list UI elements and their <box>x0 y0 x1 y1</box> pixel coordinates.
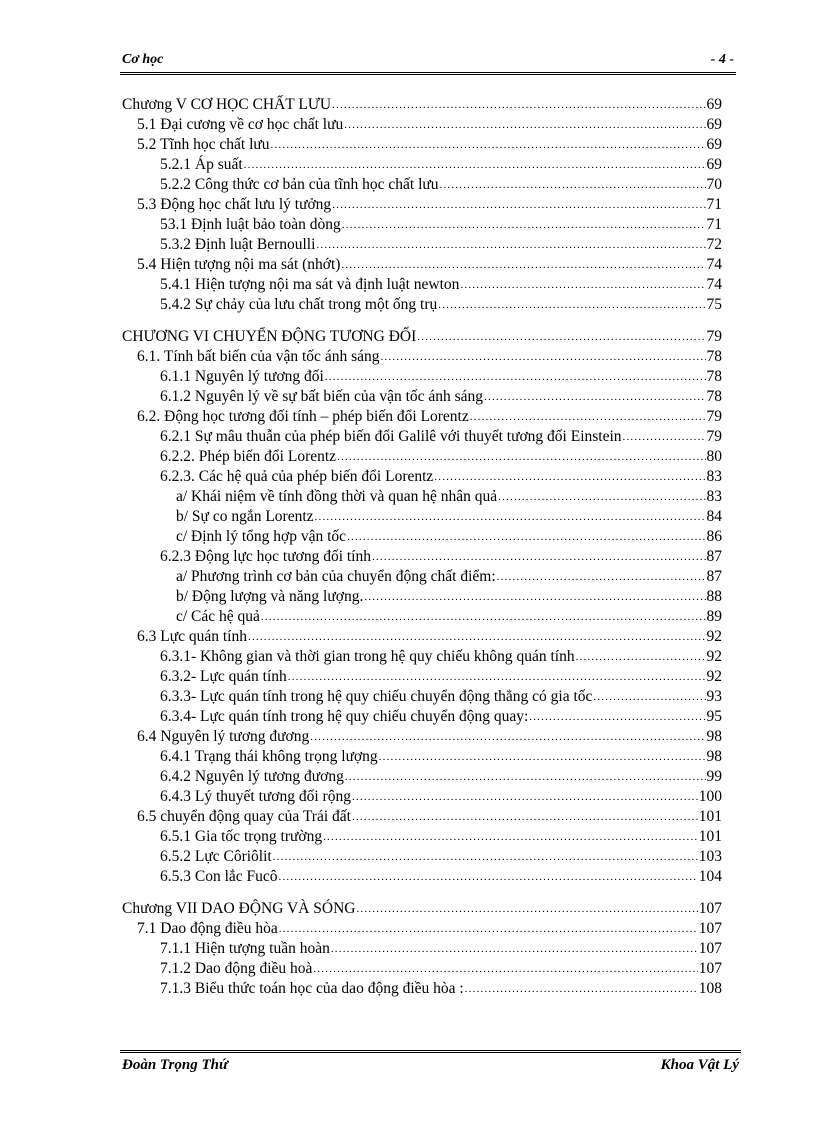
toc-entry-page: 88 <box>706 588 722 605</box>
toc-entry-page: 95 <box>706 708 722 725</box>
toc-entry-title: 6.3.3- Lực quán tính trong hệ quy chiếu chuyển động thẳng có gia tốc <box>160 688 593 705</box>
toc-entry-page: 72 <box>706 236 722 253</box>
toc-leader-dots <box>438 295 705 315</box>
toc-entry[interactable] <box>122 747 722 767</box>
toc-entry-page: 108 <box>698 980 722 997</box>
toc-entry[interactable] <box>122 195 722 215</box>
toc-entry[interactable] <box>122 979 722 999</box>
toc-leader-dots <box>273 847 698 867</box>
toc-entry[interactable] <box>122 807 722 827</box>
toc-entry-title: 5.4.2 Sự chảy của lưu chất trong một ống trụ <box>160 296 438 313</box>
toc-entry-title: c/ Định lý tổng hợp vận tốc <box>176 528 347 545</box>
toc-entry[interactable] <box>122 707 722 727</box>
toc-entry-title: CHƯƠNG VI CHUYỂN ĐỘNG TƯƠNG ĐỐI <box>122 328 417 345</box>
toc-entry[interactable] <box>122 427 722 447</box>
toc-leader-dots <box>379 747 706 767</box>
toc-entry-title: 6.1.1 Nguyên lý tương đối <box>160 368 324 385</box>
toc-entry[interactable] <box>122 899 722 919</box>
toc-entry[interactable] <box>122 367 722 387</box>
toc-entry-page: 84 <box>706 508 722 525</box>
toc-entry[interactable] <box>122 155 722 175</box>
toc-entry-page: 107 <box>698 960 722 977</box>
toc-entry[interactable] <box>122 255 722 275</box>
toc-leader-dots <box>342 215 706 235</box>
toc-entry-title: 6.5.1 Gia tốc trọng trường <box>160 828 323 845</box>
toc-leader-dots <box>497 567 706 587</box>
toc-entry-page: 104 <box>698 868 722 885</box>
toc-entry[interactable] <box>122 919 722 939</box>
toc-leader-dots <box>345 767 706 787</box>
toc-entry[interactable] <box>122 487 722 507</box>
toc-entry-title: c/ Các hệ quả <box>176 608 260 625</box>
toc-entry-title: 6.5.2 Lực Côriôlit <box>160 848 272 865</box>
toc-entry-title: 6.2.3 Động lực học tương đối tính <box>160 548 371 565</box>
toc-leader-dots <box>341 255 705 275</box>
toc-entry-title: 5.4.1 Hiện tượng nội ma sát và định luật newton <box>160 276 460 293</box>
footer-author: Đoàn Trọng Thứ <box>122 1057 228 1073</box>
page-footer <box>120 1050 741 1077</box>
toc-entry-page: 98 <box>706 728 722 745</box>
toc-entry-title: 6.2. Động học tương đối tính – phép biến đổi Lorentz <box>137 408 469 425</box>
toc-entry-page: 103 <box>698 848 722 865</box>
toc-entry-title: 5.1 Đại cương về cơ học chất lưu <box>137 116 344 133</box>
toc-leader-dots <box>356 899 697 919</box>
toc-entry[interactable] <box>122 447 722 467</box>
toc-entry-page: 69 <box>706 156 722 173</box>
toc-entry-title: 6.4 Nguyên lý tương đương <box>137 728 310 745</box>
toc-entry-page: 101 <box>698 828 722 845</box>
toc-entry-title: 5.3 Động học chất lưu lý tưởng <box>137 196 332 213</box>
toc-leader-dots <box>332 95 705 115</box>
toc-entry-page: 80 <box>706 448 722 465</box>
toc-entry[interactable] <box>122 847 722 867</box>
toc-entry-title: 6.4.1 Trạng thái không trọng lượng <box>160 748 378 765</box>
toc-entry-title: 6.2.1 Sự mâu thuẫn của phép biến đổi Galilê với thuyết tương đối Einstein <box>160 428 622 445</box>
toc-leader-dots <box>337 447 705 467</box>
toc-entry[interactable] <box>122 647 722 667</box>
toc-entry-title: Chương VII DAO ĐỘNG VÀ SÓNG <box>122 900 356 917</box>
toc-entry-page: 101 <box>698 808 722 825</box>
toc-entry-page: 107 <box>698 940 722 957</box>
toc-entry[interactable] <box>122 115 722 135</box>
toc-leader-dots <box>244 155 706 175</box>
toc-leader-dots <box>332 195 705 215</box>
toc-entry-page: 78 <box>706 388 722 405</box>
toc-entry-title: 5.2.1 Áp suất <box>160 156 243 173</box>
toc-entry-page: 87 <box>706 548 722 565</box>
toc-entry-page: 69 <box>706 116 722 133</box>
toc-entry[interactable] <box>122 95 722 115</box>
toc-entry-title: 6.1. Tính bất biến của vận tốc ánh sáng <box>137 348 380 365</box>
toc-entry[interactable] <box>122 467 722 487</box>
toc-leader-dots <box>364 587 705 607</box>
toc-entry[interactable] <box>122 567 722 587</box>
toc-entry-page: 98 <box>706 748 722 765</box>
toc-entry-page: 107 <box>698 900 722 917</box>
toc-leader-dots <box>465 979 698 999</box>
toc-leader-dots <box>271 135 706 155</box>
toc-entry-title: 53.1 Định luật bảo toàn dòng <box>160 216 341 233</box>
toc-entry[interactable] <box>122 235 722 255</box>
toc-leader-dots <box>460 275 705 295</box>
toc-entry[interactable] <box>122 787 722 807</box>
toc-entry[interactable] <box>122 727 722 747</box>
toc-entry[interactable] <box>122 387 722 407</box>
toc-entry-page: 71 <box>706 196 722 213</box>
toc-entry-page: 74 <box>706 276 722 293</box>
toc-leader-dots <box>288 667 706 687</box>
toc-leader-dots <box>331 939 698 959</box>
toc-leader-dots <box>279 919 698 939</box>
toc-entry-title: 6.2.2. Phép biến đổi Lorentz <box>160 448 337 465</box>
toc-entry-title: 7.1.1 Hiện tượng tuần hoàn <box>160 940 330 957</box>
toc-entry[interactable] <box>122 295 722 315</box>
toc-entry-page: 92 <box>706 668 722 685</box>
toc-leader-dots <box>484 387 705 407</box>
toc-entry-page: 92 <box>706 628 722 645</box>
toc-entry[interactable] <box>122 135 722 155</box>
toc-entry-page: 93 <box>706 688 722 705</box>
toc-entry[interactable] <box>122 827 722 847</box>
table-of-contents <box>122 95 722 999</box>
toc-leader-dots <box>576 647 706 667</box>
toc-entry-page: 89 <box>706 608 722 625</box>
toc-leader-dots <box>323 827 698 847</box>
toc-entry-title: 5.3.2 Định luật Bernoulli <box>160 236 316 253</box>
toc-entry[interactable] <box>122 959 722 979</box>
toc-leader-dots <box>347 527 705 547</box>
toc-entry-title: Chương V CƠ HỌC CHẤT LƯU <box>122 96 332 113</box>
toc-entry-title: 6.4.2 Nguyên lý tương đương <box>160 768 344 785</box>
toc-leader-dots <box>352 807 698 827</box>
toc-entry-title: 6.5.3 Con lắc Fucô <box>160 868 278 885</box>
toc-entry-title: a/ Phương trình cơ bản của chuyển động chất điểm: <box>176 568 496 585</box>
toc-entry-page: 74 <box>706 256 722 273</box>
toc-entry-title: 5.4 Hiện tượng nội ma sát (nhớt) <box>137 256 341 273</box>
toc-entry[interactable] <box>122 767 722 787</box>
toc-entry-title: 5.2.2 Công thức cơ bản của tĩnh học chất lưu <box>160 176 439 193</box>
toc-entry[interactable] <box>122 507 722 527</box>
toc-entry[interactable] <box>122 687 722 707</box>
toc-leader-dots <box>623 427 706 447</box>
toc-entry-page: 78 <box>706 368 722 385</box>
toc-entry[interactable] <box>122 547 722 567</box>
toc-entry[interactable] <box>122 587 722 607</box>
toc-leader-dots <box>313 959 697 979</box>
toc-entry-title: 7.1.3 Biểu thức toán học của dao động điều hòa : <box>160 980 464 997</box>
toc-leader-dots <box>316 235 705 255</box>
toc-entry-title: 6.5 chuyển động quay của Trái đất <box>137 808 351 825</box>
toc-entry-title: 6.2.3. Các hệ quả của phép biến đổi Lorentz <box>160 468 434 485</box>
toc-entry-page: 71 <box>706 216 722 233</box>
toc-entry-page: 69 <box>706 136 722 153</box>
toc-leader-dots <box>417 327 705 347</box>
toc-leader-dots <box>344 115 705 135</box>
toc-entry-title: 7.1.2 Dao động điều hoà <box>160 960 313 977</box>
toc-entry-page: 75 <box>706 296 722 313</box>
toc-entry-title: 5.2 Tĩnh học chất lưu <box>137 136 270 153</box>
toc-entry[interactable] <box>122 327 722 347</box>
toc-entry-page: 92 <box>706 648 722 665</box>
toc-entry[interactable] <box>122 607 722 627</box>
toc-entry-page: 78 <box>706 348 722 365</box>
toc-leader-dots <box>372 547 706 567</box>
toc-leader-dots <box>498 487 705 507</box>
toc-entry-page: 83 <box>706 468 722 485</box>
toc-entry-title: 7.1 Dao động điều hòa <box>137 920 278 937</box>
toc-entry-title: 6.3.2- Lực quán tính <box>160 668 287 685</box>
toc-entry[interactable] <box>122 627 722 647</box>
toc-entry[interactable] <box>122 347 722 367</box>
toc-entry-page: 79 <box>706 328 722 345</box>
toc-entry-title: 6.3.4- Lực quán tính trong hệ quy chiếu chuyển động quay: <box>160 708 529 725</box>
toc-entry-page: 70 <box>706 176 722 193</box>
toc-entry-page: 69 <box>706 96 722 113</box>
footer-department: Khoa Vật Lý <box>660 1057 739 1073</box>
toc-entry[interactable] <box>122 867 722 887</box>
page-number: - 4 - <box>710 52 734 67</box>
toc-leader-dots <box>434 467 705 487</box>
toc-leader-dots <box>529 707 705 727</box>
toc-entry-title: a/ Khái niệm về tính đồng thời và quan hệ nhân quả <box>176 488 498 505</box>
toc-entry-title: 6.3 Lực quán tính <box>137 628 247 645</box>
toc-leader-dots <box>440 175 706 195</box>
toc-entry[interactable] <box>122 407 722 427</box>
toc-leader-dots <box>380 347 705 367</box>
toc-entry-page: 83 <box>706 488 722 505</box>
toc-leader-dots <box>315 507 706 527</box>
toc-entry[interactable] <box>122 667 722 687</box>
toc-leader-dots <box>593 687 705 707</box>
toc-entry-title: b/ Động lượng và năng lượng. <box>176 588 364 605</box>
toc-entry[interactable] <box>122 215 722 235</box>
toc-leader-dots <box>261 607 706 627</box>
toc-leader-dots <box>352 787 698 807</box>
toc-entry[interactable] <box>122 175 722 195</box>
toc-entry-page: 86 <box>706 528 722 545</box>
toc-entry-title: 6.1.2 Nguyên lý về sự bất biến của vận tốc ánh sáng <box>160 388 484 405</box>
toc-entry-page: 79 <box>706 428 722 445</box>
toc-entry[interactable] <box>122 275 722 295</box>
toc-leader-dots <box>248 627 706 647</box>
toc-leader-dots <box>279 867 698 887</box>
toc-leader-dots <box>325 367 706 387</box>
toc-entry-page: 79 <box>706 408 722 425</box>
toc-entry-title: b/ Sự co ngắn Lorentz <box>176 508 314 525</box>
toc-entry-title: 6.3.1- Không gian và thời gian trong hệ quy chiếu không quán tính <box>160 648 575 665</box>
toc-leader-dots <box>470 407 706 427</box>
toc-entry-page: 107 <box>698 920 722 937</box>
toc-entry[interactable] <box>122 939 722 959</box>
toc-entry-page: 99 <box>706 768 722 785</box>
page-header <box>120 50 736 75</box>
toc-entry-page: 87 <box>706 568 722 585</box>
toc-entry-title: 6.4.3 Lý thuyết tương đối rộng <box>160 788 351 805</box>
toc-leader-dots <box>310 727 705 747</box>
toc-entry-page: 100 <box>698 788 722 805</box>
header-title: Cơ học <box>122 52 164 67</box>
toc-entry[interactable] <box>122 527 722 547</box>
